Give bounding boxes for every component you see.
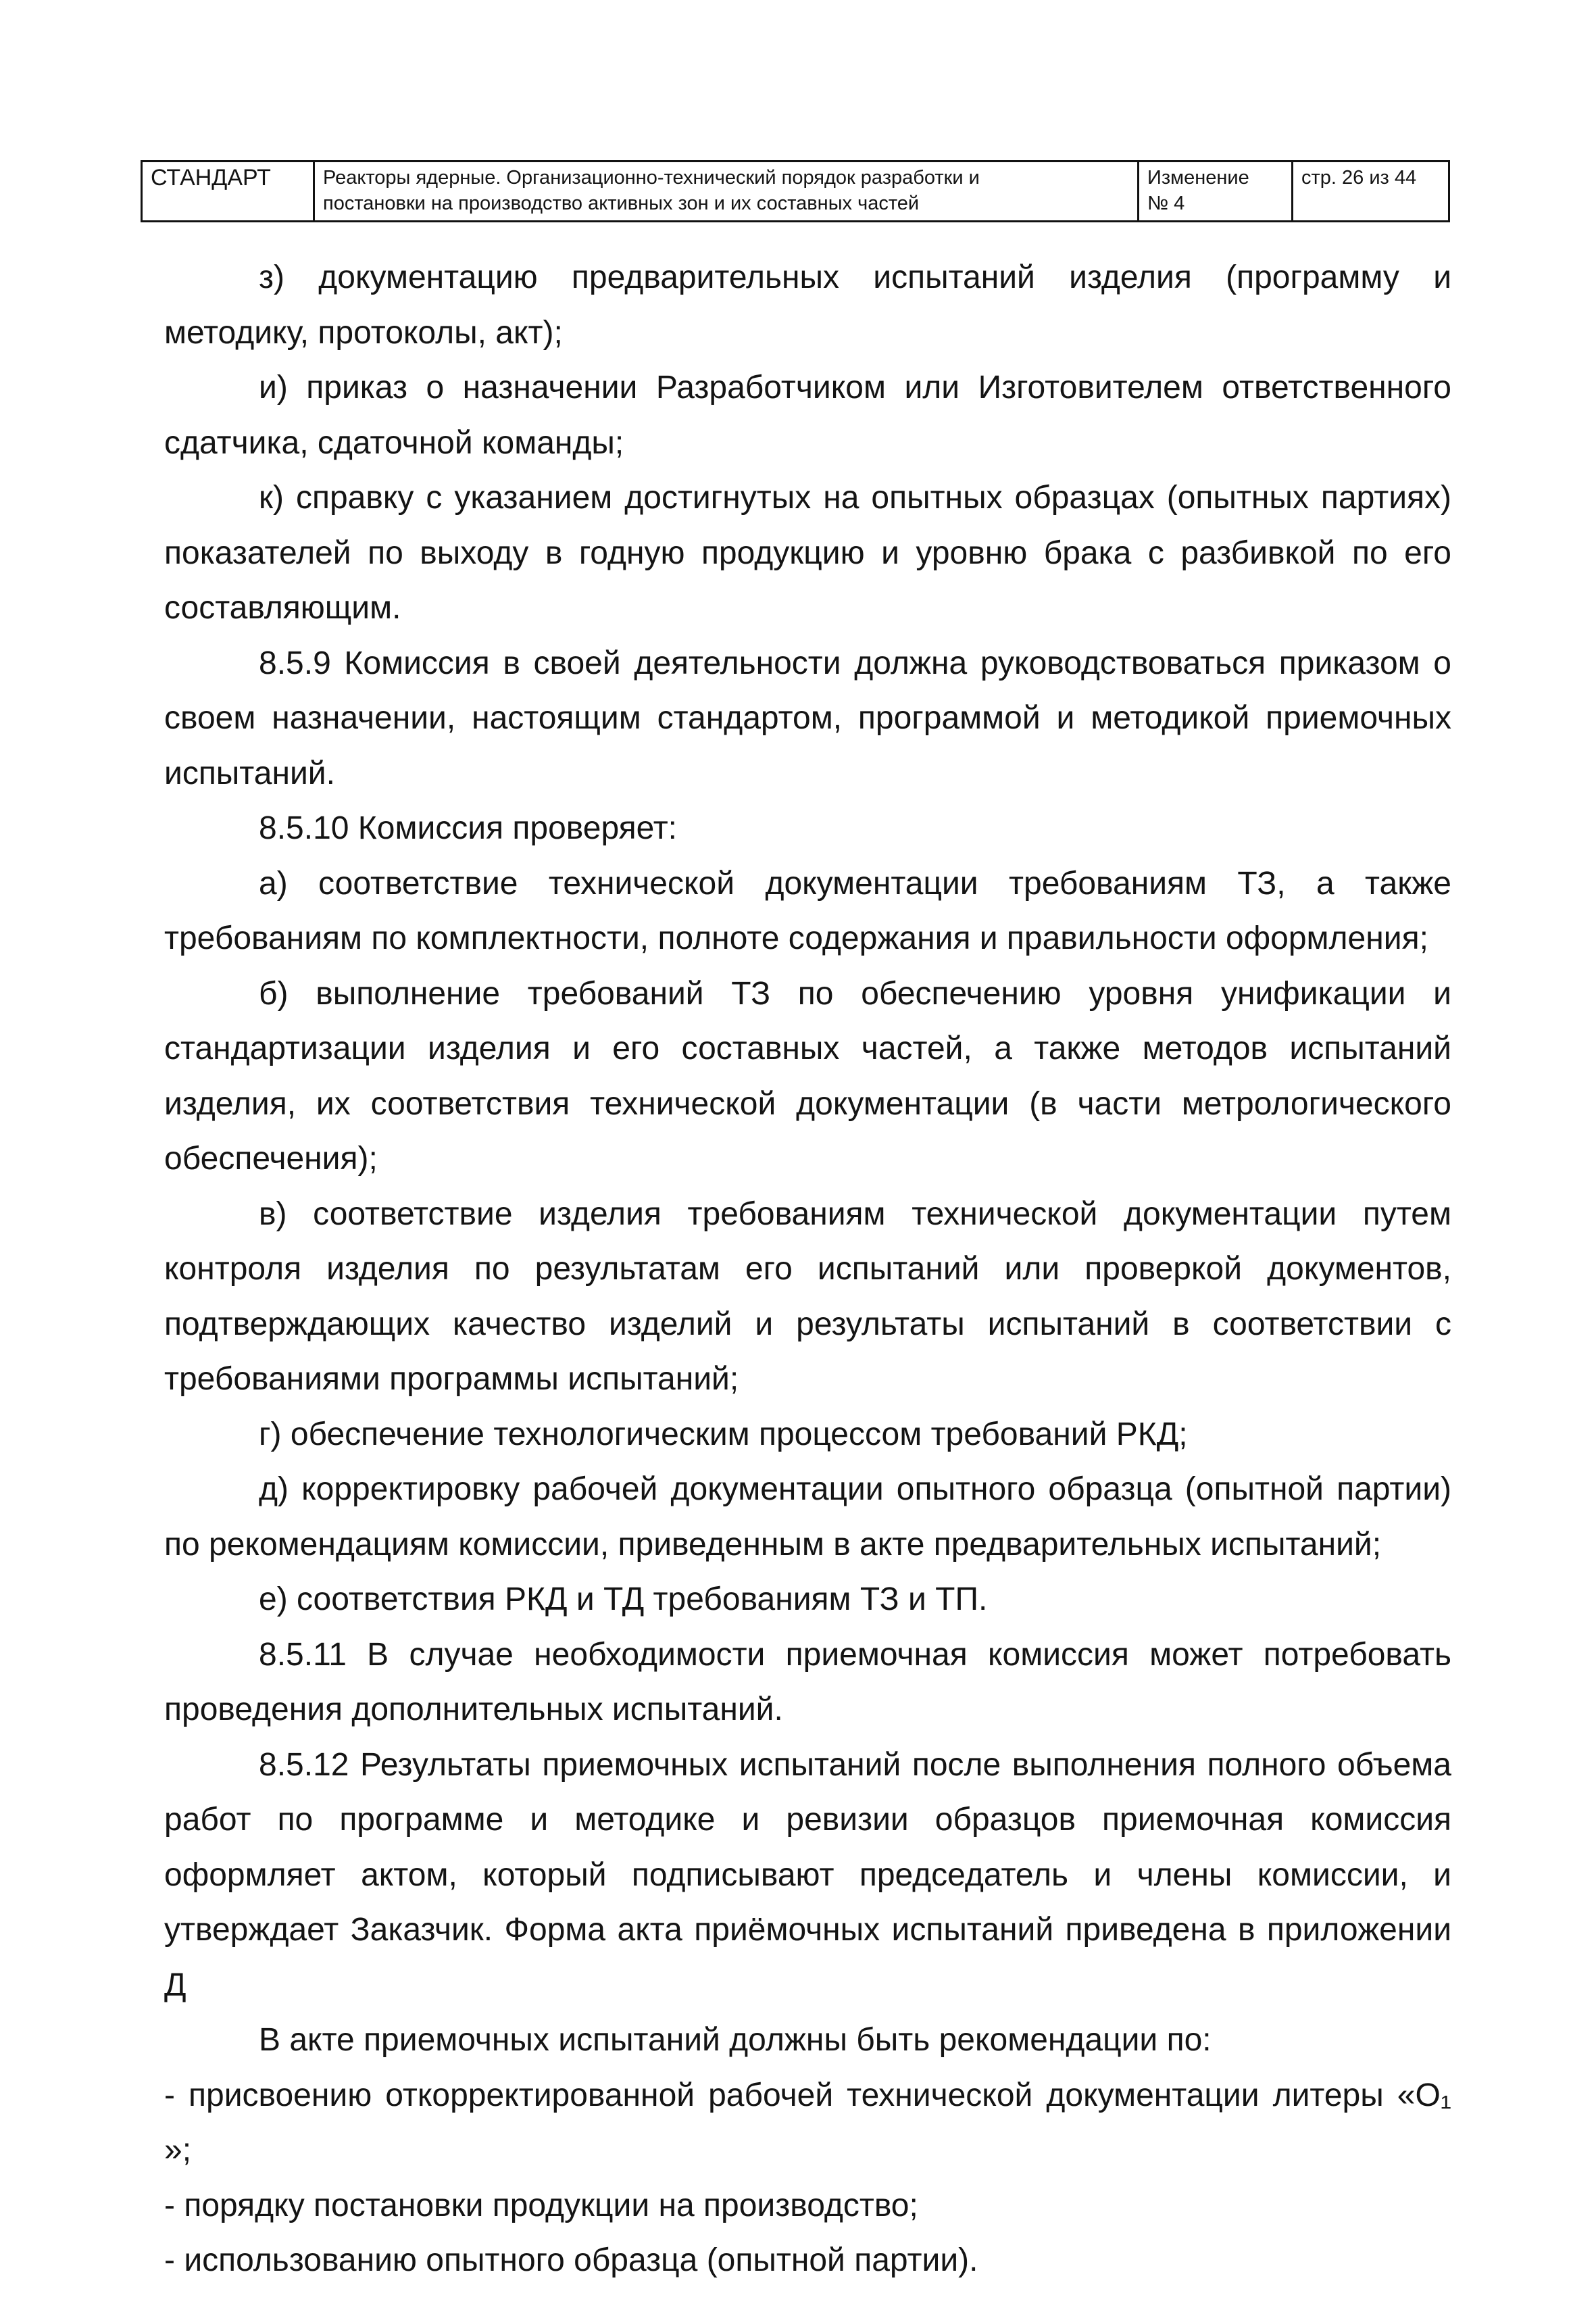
- paragraph-d: д) корректировку рабочей документации опытного образца (опытной партии) по рекомендациям комиссии, приведенным в акте предварительных испытаний;: [164, 1471, 1451, 1562]
- recommendation-item-2: - порядку постановки продукции на производство;: [164, 2187, 918, 2223]
- recommendation-item-3: - использованию опытного образца (опытной партии).: [164, 2242, 978, 2278]
- clause-8-5-11: 8.5.11 В случае необходимости приемочная комиссия может потребовать проведения дополнительных испытаний.: [164, 1636, 1451, 1727]
- paragraph-k: к) справку с указанием достигнутых на опытных образцах (опытных партиях) показателей по выходу в годную продукцию и уровню брака с разбивкой по его составляющим.: [164, 480, 1451, 626]
- clause-8-5-10: 8.5.10 Комиссия проверяет:: [259, 810, 678, 846]
- document-body: [164, 250, 1451, 2288]
- paragraph-i: и) приказ о назначении Разработчиком или Изготовителем ответственного сдатчика, сдаточной команды;: [164, 370, 1451, 461]
- paragraph-a: а) соответствие технической документации требованиям ТЗ, а также требованиям по комплектности, полноте содержания и правильности оформления;: [164, 865, 1451, 956]
- page-number: стр. 26 из 44: [1301, 167, 1417, 189]
- paragraph-v: в) соответствие изделия требованиям технической документации путем контроля изделия по результатам его испытаний или проверкой документов, подтверждающих качество изделий и результаты испытаний в соответствии с требованиями программы испытаний;: [164, 1196, 1451, 1397]
- recommendations-intro: В акте приемочных испытаний должны быть рекомендации по:: [259, 2022, 1212, 2058]
- change-number: № 4: [1147, 193, 1185, 214]
- recommendation-item-1: - присвоению откорректированной рабочей технической документации литеры «О₁ »;: [164, 2077, 1451, 2168]
- document-header: [141, 160, 1450, 222]
- paragraph-b: б) выполнение требований ТЗ по обеспечению уровня унификации и стандартизации изделия и его составных частей, а также методов испытаний изделия, их соответствия технической документации (в части метрологического обеспечения);: [164, 975, 1451, 1177]
- paragraph-e: е) соответствия РКД и ТД требованиям ТЗ и ТП.: [259, 1581, 988, 1617]
- paragraph-g: г) обеспечение технологическим процессом требований РКД;: [259, 1416, 1188, 1452]
- document-title: [315, 162, 1139, 220]
- paragraph-z: з) документацию предварительных испытаний изделия (программу и методику, протоколы, акт);: [164, 260, 1451, 351]
- change-info: [1139, 162, 1293, 220]
- title-line-2: постановки на производство активных зон и их составных частей: [323, 193, 920, 214]
- change-label: Изменение: [1147, 167, 1249, 189]
- clause-8-5-12: 8.5.12 Результаты приемочных испытаний после выполнения полного объема работ по программе и методике и ревизии образцов приемочная комиссия оформляет актом, который подписывают председатель и члены комиссии, и утверждает Заказчик. Форма акта приёмочных испытаний приведена в приложении Д: [164, 1746, 1451, 2003]
- title-line-1: Реакторы ядерные. Организационно-технический порядок разработки и: [323, 167, 980, 189]
- standard-label: СТАНДАРТ: [143, 162, 315, 220]
- clause-8-5-9: 8.5.9 Комиссия в своей деятельности должна руководствоваться приказом о своем назначении, настоящим стандартом, программой и методикой приемочных испытаний.: [164, 645, 1451, 791]
